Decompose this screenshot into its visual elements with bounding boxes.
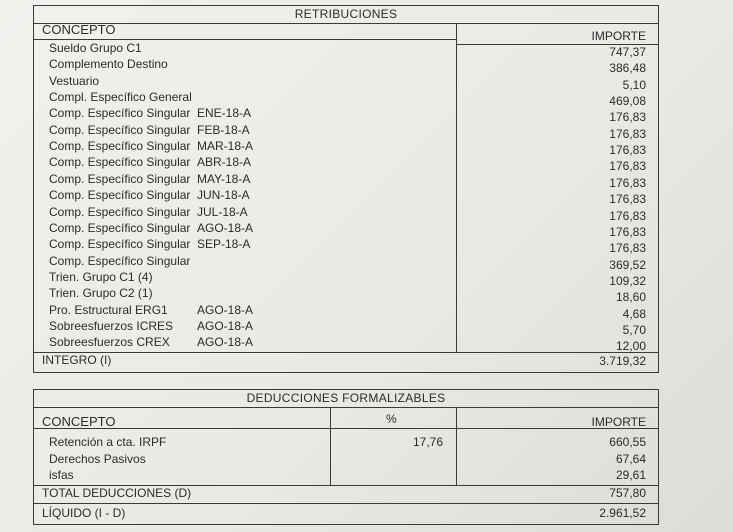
row-concepto: Trien. Grupo C1 (4)	[49, 269, 153, 284]
liquido-label: LÍQUIDO (I - D)	[42, 506, 126, 520]
integro-label: INTEGRO (I)	[42, 353, 112, 367]
table-row	[34, 105, 658, 125]
row-periodo: SEP-18-A	[197, 237, 251, 252]
row-importe: 176,83	[609, 175, 646, 190]
table-row	[34, 56, 658, 76]
row-periodo: AGO-18-A	[197, 302, 254, 317]
row-concepto: Comp. Específico Singular	[49, 106, 191, 121]
row-periodo: AGO-18-A	[197, 220, 254, 235]
retribuciones-table	[33, 5, 659, 373]
table-row	[34, 73, 658, 90]
row-concepto: Retención a cta. IRPF	[49, 435, 167, 449]
row-importe: 176,83	[609, 208, 646, 223]
retribuciones-importe-header: IMPORTE	[591, 29, 646, 43]
retribuciones-title: RETRIBUCIONES	[34, 6, 658, 24]
row-periodo: JUL-18-A	[197, 204, 248, 219]
row-concepto: Comp. Específico Singular	[49, 237, 191, 252]
liquido-value: 2.961,52	[599, 506, 646, 520]
row-importe: 176,83	[609, 241, 646, 256]
row-concepto: Compl. Específico General	[49, 90, 192, 105]
deducciones-table	[33, 389, 659, 525]
row-periodo: JUN-18-A	[197, 188, 250, 203]
row-concepto: Trien. Grupo C2 (1)	[49, 286, 153, 301]
table-row	[34, 204, 658, 221]
deducciones-pct-header: %	[386, 412, 397, 426]
row-importe: 176,83	[609, 224, 646, 239]
row-importe: 5,70	[622, 322, 646, 337]
table-row	[34, 171, 658, 188]
table-row	[34, 220, 658, 237]
row-importe: 18,60	[615, 290, 646, 305]
table-row	[34, 253, 658, 270]
row-importe: 386,48	[609, 61, 646, 76]
row-periodo: ENE-18-A	[197, 106, 252, 121]
row-importe: 12,00	[615, 339, 646, 354]
row-importe: 176,83	[609, 192, 646, 207]
row-importe: 660,55	[609, 435, 646, 449]
row-importe: 176,83	[609, 159, 646, 174]
total-deducciones-value: 757,80	[609, 486, 646, 500]
table-row	[34, 122, 658, 139]
table-row	[34, 467, 658, 484]
table-row	[34, 334, 658, 354]
row-periodo: MAR-18-A	[197, 139, 254, 154]
row-concepto: Sobreesfuerzos CREX	[49, 335, 170, 350]
row-concepto: Comp. Específico Singular	[49, 155, 191, 170]
table-row	[34, 285, 658, 305]
total-deducciones-label: TOTAL DEDUCCIONES (D)	[42, 486, 192, 500]
row-importe: 5,10	[622, 77, 646, 92]
row-importe: 29,61	[615, 468, 646, 482]
row-concepto: Comp. Específico Singular	[49, 188, 191, 203]
table-row	[34, 187, 658, 207]
row-concepto: Derechos Pasivos	[49, 451, 146, 466]
row-concepto: Comp. Específico Singular	[49, 122, 191, 137]
retribuciones-concepto-header: CONCEPTO	[42, 22, 116, 37]
row-importe: 4,68	[622, 306, 646, 321]
table-row	[34, 138, 658, 158]
row-concepto: Sobreesfuerzos ICRES	[49, 318, 174, 333]
deducciones-concepto-header: CONCEPTO	[42, 414, 116, 429]
table-row	[34, 269, 658, 286]
row-periodo: MAY-18-A	[197, 171, 251, 186]
row-importe: 469,08	[609, 94, 646, 109]
row-importe: 369,52	[609, 257, 646, 272]
table-row	[34, 154, 658, 174]
row-periodo: FEB-18-A	[197, 122, 250, 137]
row-importe: 176,83	[609, 126, 646, 141]
row-concepto: Pro. Estructural ERG1	[49, 302, 168, 317]
row-concepto: Comp. Específico Singular	[49, 139, 191, 154]
row-importe: 747,37	[609, 45, 646, 59]
row-importe: 67,64	[615, 451, 646, 466]
table-row	[34, 89, 658, 109]
row-importe: 176,83	[609, 110, 646, 125]
row-concepto: Complemento Destino	[49, 57, 168, 72]
row-concepto: Vestuario	[49, 73, 100, 88]
row-concepto: isfas	[49, 468, 74, 482]
table-row	[34, 318, 658, 335]
deducciones-importe-header: IMPORTE	[591, 415, 646, 429]
row-concepto: Comp. Específico Singular	[49, 253, 191, 268]
row-concepto: Comp. Específico Singular	[49, 204, 191, 219]
row-pct: 17,76	[413, 435, 444, 449]
integro-value: 3.719,32	[599, 354, 646, 368]
deducciones-title: DEDUCCIONES FORMALIZABLES	[34, 390, 658, 408]
row-periodo: AGO-18-A	[197, 335, 254, 350]
table-row	[34, 434, 658, 451]
table-row	[34, 40, 658, 57]
row-periodo: AGO-18-A	[197, 318, 254, 333]
row-concepto: Comp. Específico Singular	[49, 220, 191, 235]
table-row	[34, 302, 658, 319]
table-row	[34, 451, 658, 468]
row-importe: 176,83	[609, 143, 646, 158]
row-concepto: Sueldo Grupo C1	[49, 41, 142, 55]
row-concepto: Comp. Específico Singular	[49, 171, 191, 186]
row-importe: 109,32	[609, 273, 646, 288]
table-row	[34, 236, 658, 256]
row-periodo: ABR-18-A	[197, 155, 252, 170]
